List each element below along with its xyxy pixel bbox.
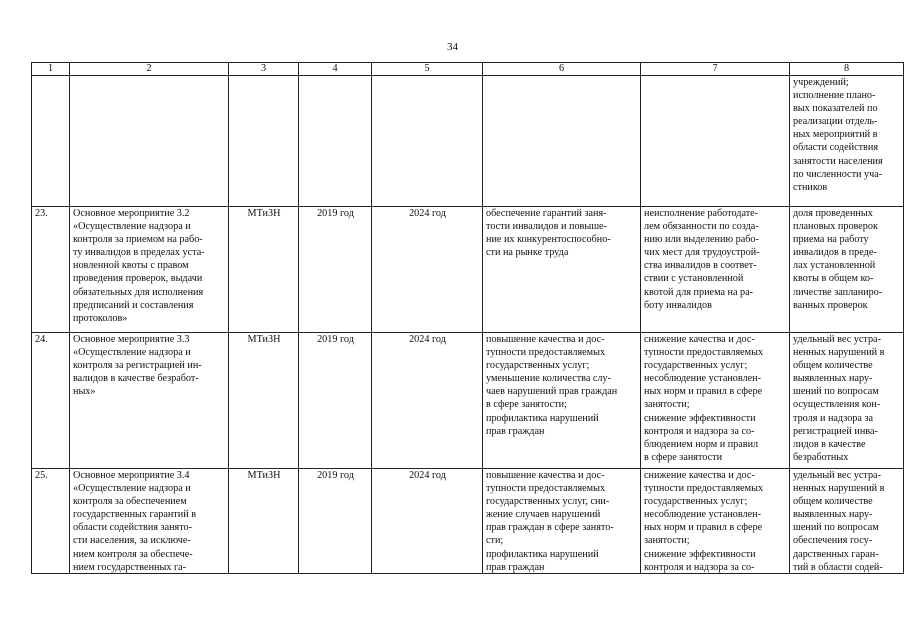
cell-text: снижение качества и дос- тупности предоставляемых государственных услуг; несоблюдение установлен- ных норм и правил в сфере занятости; снижение эффективности контроля и надзора за со-	[644, 470, 764, 573]
row-number-cell	[32, 76, 70, 207]
executor-cell: МТиЗН	[229, 333, 299, 469]
table-row	[32, 333, 904, 469]
cell-text: 2024 год	[409, 470, 446, 481]
end-year-cell	[372, 76, 483, 207]
cell-text: удельный вес устра- ненных нарушений в общем количестве выявленных нару- шений по вопросам обеспечения госу- дарственных гаран- тий в области содей-	[793, 470, 885, 573]
row-number-cell: 24.	[32, 333, 70, 469]
event-cell: Основное мероприятие 3.3 «Осуществление надзора и контроля за регистрацией ин- валидов в качестве безработ- ных»	[70, 333, 229, 469]
column-header: 5	[372, 63, 483, 76]
indicator-cell	[790, 469, 904, 574]
column-header: 7	[641, 63, 790, 76]
expected-result-cell: повышение качества и дос- тупности предоставляемых государственных услуг; уменьшение количества слу- чаев нарушений прав граждан в сфере занятости; профилактика нарушений прав граждан	[483, 333, 641, 469]
end-year-cell: 2024 год	[372, 207, 483, 333]
column-header: 4	[299, 63, 372, 76]
executor-cell: МТиЗН	[229, 207, 299, 333]
column-header: 2	[70, 63, 229, 76]
table-row	[32, 469, 904, 574]
executor-cell	[229, 469, 299, 574]
table-row	[32, 207, 904, 333]
column-header: 1	[32, 63, 70, 76]
end-year-cell	[372, 469, 483, 574]
column-header: 8	[790, 63, 904, 76]
indicator-cell: доля проведенных плановых проверок приема на работу инвалидов в преде- лах установленной квоты в общем ко- личестве запланиро- ванных проверок	[790, 207, 904, 333]
expected-result-cell: обеспечение гарантий заня- тости инвалидов и повыше- ние их конкурентоспособно- сти на рынке труда	[483, 207, 641, 333]
cell-text: повышение качества и дос- тупности предоставляемых государственных услуг, сни- жение случаев нарушений прав граждан в сфере занято- сти; профилактика нарушений прав граждан	[486, 470, 614, 573]
cell-text: 2019 год	[317, 470, 354, 481]
event-cell: Основное мероприятие 3.2 «Осуществление надзора и контроля за приемом на рабо- ту инвалидов в пределах уста- новленной квоты с правом проведения проверок, выдачи обязательных для исполнения предписаний и составления протоколов»	[70, 207, 229, 333]
executor-cell	[229, 76, 299, 207]
expected-result-cell	[483, 469, 641, 574]
cell-text: 25.	[35, 470, 48, 481]
header-row	[32, 63, 904, 76]
cell-text: МТиЗН	[247, 470, 281, 481]
start-year-cell: 2019 год	[299, 207, 372, 333]
page-number: 34	[447, 41, 458, 53]
event-cell	[70, 469, 229, 574]
end-year-cell: 2024 год	[372, 333, 483, 469]
measures-table	[31, 62, 904, 574]
indicator-cell: учреждений; исполнение плано- вых показателей по реализации отдель- ных мероприятий в области содействия занятости населения по численности уча- стников	[790, 76, 904, 207]
table-row	[32, 76, 904, 207]
column-header: 3	[229, 63, 299, 76]
cell-text: Основное мероприятие 3.4 «Осуществление надзора и контроля за обеспечением государственных гарантий в области содействия занято- сти населения, за исключе- нием контроля за обеспече- нием государственных га-	[73, 470, 197, 573]
consequences-cell	[641, 469, 790, 574]
event-cell	[70, 76, 229, 207]
start-year-cell: 2019 год	[299, 333, 372, 469]
start-year-cell	[299, 76, 372, 207]
row-number-cell	[32, 469, 70, 574]
consequences-cell	[641, 76, 790, 207]
indicator-cell: удельный вес устра- ненных нарушений в общем количестве выявленных нару- шений по вопросам осуществления кон- троля и надзора за регистрацией инва- лидов в качестве безработных	[790, 333, 904, 469]
column-header: 6	[483, 63, 641, 76]
consequences-cell: снижение качества и дос- тупности предоставляемых государственных услуг; несоблюдение установлен- ных норм и правил в сфере занятости; снижение эффективности контроля и надзора за со- блюдением норм и правил в сфере занятости	[641, 333, 790, 469]
row-number-cell: 23.	[32, 207, 70, 333]
start-year-cell	[299, 469, 372, 574]
expected-result-cell	[483, 76, 641, 207]
consequences-cell: неисполнение работодате- лем обязанности по созда- нию или выделению рабо- чих мест для трудоустрой- ства инвалидов в соответ- ствии с установленной квотой для приема на ра- боту инвалидов	[641, 207, 790, 333]
